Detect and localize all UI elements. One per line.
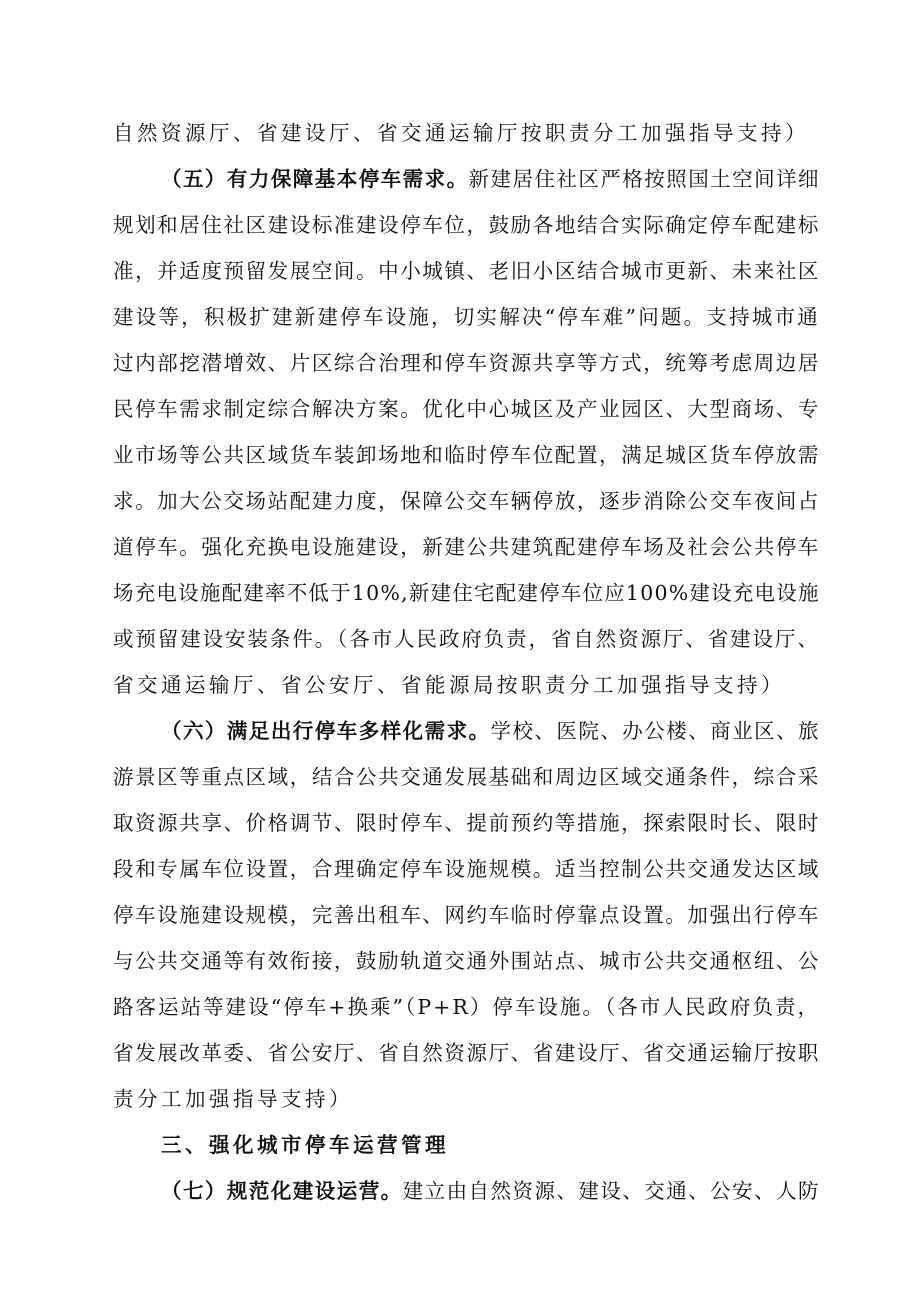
text-line: 业市场等公共区域货车装卸场地和临时停车位配置，满足城区货车停放需 — [113, 443, 820, 467]
text-line: 省发展改革委、省公安厅、省自然资源厅、省建设厅、省交通运输厅按职 — [113, 1041, 820, 1065]
text-line: 停车设施建设规模，完善出租车、网约车临时停靠点设置。加强出行停车 — [113, 903, 820, 927]
paragraph-7-first-line: （七）规范化建设运营。建立由自然资源、建设、交通、公安、人防 — [161, 1179, 821, 1203]
heading-item-5: （五）有力保障基本停车需求。 — [161, 167, 469, 191]
text-line: 取资源共享、价格调节、限时停车、提前预约等措施，探索限时长、限时 — [113, 811, 820, 835]
paragraph-6-first-line: （六）满足出行停车多样化需求。学校、医院、办公楼、商业区、旅 — [161, 719, 820, 743]
section-3-heading: 三、强化城市停车运营管理 — [161, 1133, 449, 1157]
text-line: 规划和居住社区建设标准建设停车位，鼓励各地结合实际确定停车配建标 — [113, 213, 820, 237]
text-line: 过内部挖潜增效、片区综合治理和停车资源共享等方式，统筹考虑周边居 — [113, 351, 820, 375]
text-line: 求。加大公交场站配建力度，保障公交车辆停放，逐步消除公交车夜间占 — [113, 489, 820, 513]
text-line: 省交通运输厅、省公安厅、省能源局按职责分工加强指导支持） — [113, 673, 785, 697]
text-line: 段和专属车位设置，合理确定停车设施规模。适当控制公共交通发达区域 — [113, 857, 820, 881]
text-line: 游景区等重点区域，结合公共交通发展基础和周边区域交通条件，综合采 — [113, 765, 820, 789]
text-line: 路客运站等建设“停车+换乘”（P+R）停车设施。（各市人民政府负责， — [113, 995, 821, 1019]
text-line: 道停车。强化充换电设施建设，新建公共建筑配建停车场及社会公共停车 — [113, 535, 820, 559]
text-line: 民停车需求制定综合解决方案。优化中心城区及产业园区、大型商场、专 — [113, 397, 820, 421]
text-line: 建设等，积极扩建新建停车设施，切实解决“停车难”问题。支持城市通 — [113, 305, 820, 329]
text-line: 或预留建设安装条件。（各市人民政府负责，省自然资源厅、省建设厅、 — [113, 627, 820, 651]
paragraph-5-first-line: （五）有力保障基本停车需求。新建居住社区严格按照国土空间详细 — [161, 167, 821, 191]
text-line: 与公共交通等有效衔接，鼓励轨道交通外围站点、城市公共交通枢纽、公 — [113, 949, 820, 973]
heading-item-7: （七）规范化建设运营。 — [161, 1179, 403, 1203]
heading-item-6: （六）满足出行停车多样化需求。 — [161, 719, 491, 743]
text-line: 场充电设施配建率不低于10%,新建住宅配建停车位应100%建设充电设施 — [113, 581, 820, 605]
text-line: 责分工加强指导支持） — [113, 1087, 353, 1111]
text-line: 准，并适度预留发展空间。中小城镇、老旧小区结合城市更新、未来社区 — [113, 259, 820, 283]
text-line: 自然资源厅、省建设厅、省交通运输厅按职责分工加强指导支持） — [113, 121, 809, 145]
